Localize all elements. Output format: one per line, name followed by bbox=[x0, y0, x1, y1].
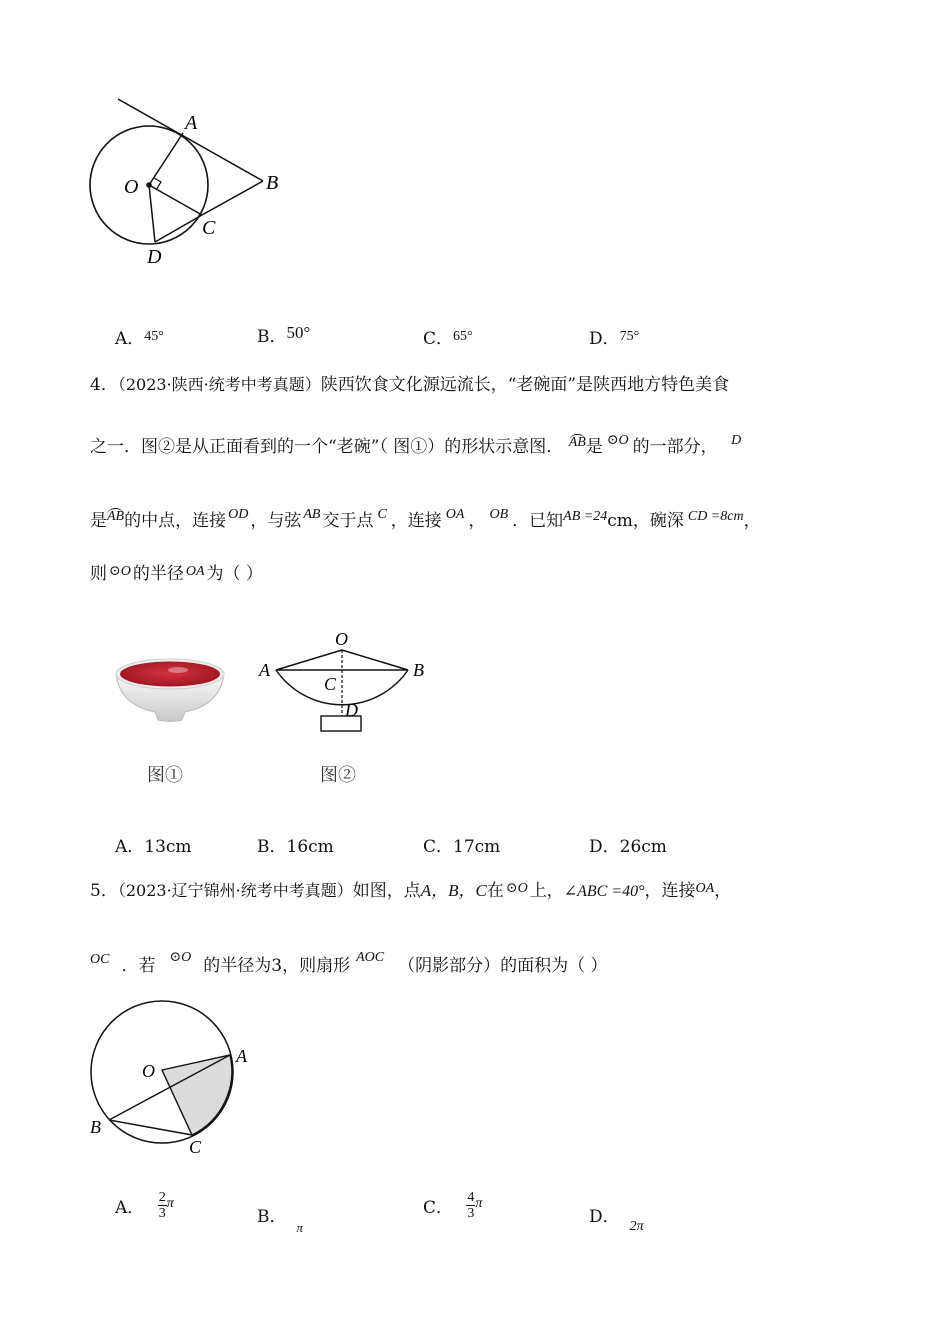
q4-segment-oa bbox=[276, 650, 342, 670]
q5-source: （2023·辽宁锦州·统考中考真题） bbox=[117, 881, 353, 900]
q4-option-d-letter: D． bbox=[589, 837, 620, 857]
q4-line2-b: 的一部分， bbox=[632, 437, 718, 457]
q4-option-c-value: 17cm bbox=[453, 837, 501, 857]
q5-aoc: AOC bbox=[356, 950, 385, 965]
q5-option-d-value: 2π bbox=[629, 1219, 644, 1234]
q5-option-c[interactable] bbox=[423, 1190, 482, 1221]
q4-label-b: B bbox=[413, 660, 424, 680]
q3-option-b-letter: B． bbox=[257, 327, 287, 347]
q5-option-d[interactable] bbox=[589, 1202, 644, 1234]
q4-option-a-letter: A． bbox=[115, 837, 145, 857]
q4-line-3 bbox=[90, 507, 761, 534]
q3-center-dot bbox=[146, 182, 152, 188]
q4-option-c-letter: C． bbox=[423, 837, 454, 857]
q4-shi: 是 bbox=[585, 437, 603, 457]
q5-line2-c: （阴影部分）的面积为（ ） bbox=[398, 956, 608, 976]
q5-comma: ， bbox=[714, 881, 732, 901]
q3-segment-bc bbox=[202, 181, 263, 215]
q4-line4-a: 则 bbox=[90, 564, 107, 584]
q4-circle-o: ⊙O bbox=[606, 433, 629, 448]
q4-line2-a: 之一．图②是从正面看到的一个“老碗”（ 图①）的形状示意图． bbox=[90, 437, 564, 457]
q4-comma: ， bbox=[468, 511, 486, 531]
q4-od: OD bbox=[228, 507, 249, 522]
q4-line3-e: ，连接 bbox=[390, 511, 442, 531]
q5-option-c-den: 3 bbox=[467, 1206, 475, 1221]
q4-source: （2023·陕西·统考中考真题） bbox=[117, 375, 321, 394]
q4-line4-c: 为（ ） bbox=[206, 564, 263, 584]
q5-option-c-num: 4 bbox=[467, 1190, 475, 1205]
q4-bowl-inside bbox=[120, 662, 220, 687]
q4-line3-b: 的中点，连接 bbox=[124, 511, 227, 531]
q4-cd-eq: CD =8cm bbox=[687, 509, 744, 524]
q5-line-2 bbox=[90, 950, 608, 979]
q4-option-d[interactable] bbox=[589, 832, 667, 857]
q5-option-a[interactable] bbox=[115, 1190, 174, 1221]
q4-option-a-value: 13cm bbox=[144, 837, 192, 857]
q4-line-1 bbox=[90, 374, 729, 396]
q5-pts: A，B，C bbox=[420, 881, 487, 900]
q5-oc: OC bbox=[90, 952, 110, 967]
q4-ab-eq: AB =24 bbox=[563, 509, 608, 524]
q5-line2-b: 的半径为3，则扇形 bbox=[203, 956, 351, 976]
q3-label-a: A bbox=[185, 112, 198, 134]
q5-option-b[interactable] bbox=[257, 1202, 304, 1235]
q4-ab: AB bbox=[303, 507, 321, 522]
q5-line1-c: ，连接 bbox=[644, 881, 696, 901]
q3-option-c-letter: C． bbox=[423, 329, 454, 349]
q5-label-a: A bbox=[236, 1046, 247, 1066]
q4-bowl-highlight bbox=[168, 667, 188, 673]
q5-circle-o-2: ⊙O bbox=[169, 950, 192, 965]
q3-option-a[interactable] bbox=[115, 324, 164, 349]
q4-line-4 bbox=[90, 563, 263, 587]
q5-label-c: C bbox=[189, 1137, 202, 1157]
q4-option-a[interactable] bbox=[115, 832, 192, 857]
q5-option-c-pi: π bbox=[475, 1195, 483, 1211]
q4-oa-2: OA bbox=[185, 564, 205, 579]
q4-label-d: D bbox=[345, 700, 358, 720]
q5-label-b: B bbox=[90, 1117, 101, 1137]
q3-option-d[interactable] bbox=[589, 324, 639, 349]
q4-label-o: O bbox=[335, 629, 348, 649]
q3-option-a-value: 45° bbox=[144, 329, 164, 344]
q5-option-a-fraction bbox=[158, 1190, 167, 1221]
q4-ob: OB bbox=[489, 507, 509, 522]
q3-label-c: C bbox=[202, 217, 216, 239]
q5-angle: ∠ABC =40° bbox=[563, 883, 645, 900]
q5-number: 5． bbox=[90, 881, 118, 901]
q4-option-b-value: 16cm bbox=[286, 837, 334, 857]
q3-label-b: B bbox=[266, 172, 279, 194]
q3-option-d-letter: D． bbox=[589, 329, 620, 349]
q4-line3-d: 交于点 bbox=[322, 511, 374, 531]
q3-figure bbox=[80, 90, 310, 280]
q5-line1-b: 上， bbox=[529, 881, 564, 901]
q4-line1-text: 陕西饮食文化源远流长，“老碗面”是陕西地方特色美食 bbox=[320, 375, 730, 395]
q3-label-o: O bbox=[124, 176, 139, 198]
q4-arc-ab-2: AB bbox=[107, 509, 125, 524]
q4-arc-ab: AB bbox=[568, 435, 586, 450]
q3-segment-od bbox=[149, 185, 155, 242]
q3-option-c-value: 65° bbox=[453, 329, 473, 344]
q5-shaded-sector bbox=[162, 1055, 232, 1135]
q4-fig2-caption: 图② bbox=[320, 765, 356, 786]
q4-segment-ob bbox=[342, 650, 408, 670]
q5-option-c-letter: C． bbox=[423, 1198, 454, 1218]
q4-line3-f: ．已知 bbox=[512, 511, 564, 531]
q3-option-b-value: 50° bbox=[286, 323, 311, 342]
q5-option-b-value: π bbox=[296, 1220, 304, 1235]
q4-label-a: A bbox=[259, 660, 270, 680]
q4-number: 4． bbox=[90, 375, 118, 395]
q5-segment-bc bbox=[109, 1120, 192, 1135]
q4-option-d-value: 26cm bbox=[619, 837, 667, 857]
q5-line1-a: 如图，点 bbox=[352, 881, 421, 901]
q4-line3-c: ，与弦 bbox=[250, 511, 302, 531]
q3-option-d-value: 75° bbox=[619, 329, 640, 344]
q3-option-a-letter: A． bbox=[115, 329, 145, 349]
q3-segment-oa bbox=[149, 133, 183, 185]
q4-line-2 bbox=[90, 433, 742, 460]
q4-point-d: D bbox=[731, 433, 742, 448]
q4-circle-o-2: ⊙O bbox=[109, 564, 131, 579]
q5-circle-o: ⊙O bbox=[505, 881, 528, 896]
q4-option-b-letter: B． bbox=[257, 837, 287, 857]
q5-label-o: O bbox=[142, 1061, 155, 1081]
q4-bowl-photo bbox=[110, 650, 230, 725]
q4-label-c: C bbox=[324, 674, 337, 694]
q4-fig1-caption: 图① bbox=[147, 765, 183, 786]
q3-option-b[interactable] bbox=[257, 322, 310, 347]
q5-figure bbox=[85, 995, 265, 1160]
q5-option-b-letter: B． bbox=[257, 1207, 287, 1227]
q3-segment-dc bbox=[155, 215, 202, 242]
q4-line4-b: 的半径 bbox=[132, 564, 184, 584]
q5-option-d-letter: D． bbox=[589, 1207, 620, 1227]
q5-line-1 bbox=[90, 880, 731, 904]
q4-bowl-diagram bbox=[255, 625, 435, 740]
q4-option-c[interactable] bbox=[423, 832, 500, 857]
q4-cm-bowl: cm，碗深 bbox=[607, 511, 684, 531]
q5-option-a-num: 2 bbox=[158, 1190, 166, 1205]
q5-oa: OA bbox=[695, 881, 715, 896]
q4-c: C bbox=[377, 507, 387, 522]
q5-line2-a: ．若 bbox=[121, 956, 156, 976]
q5-zai: 在 bbox=[486, 881, 504, 901]
q5-option-a-den: 3 bbox=[158, 1206, 166, 1221]
q5-option-a-pi: π bbox=[166, 1195, 174, 1211]
q3-label-d: D bbox=[147, 246, 162, 268]
q4-oa: OA bbox=[445, 507, 465, 522]
q4-line3-a: 是 bbox=[90, 511, 107, 531]
q4-option-b[interactable] bbox=[257, 832, 334, 857]
q5-option-a-letter: A． bbox=[115, 1198, 145, 1218]
q4-line3-end: ， bbox=[743, 511, 761, 531]
q3-option-c[interactable] bbox=[423, 324, 473, 349]
